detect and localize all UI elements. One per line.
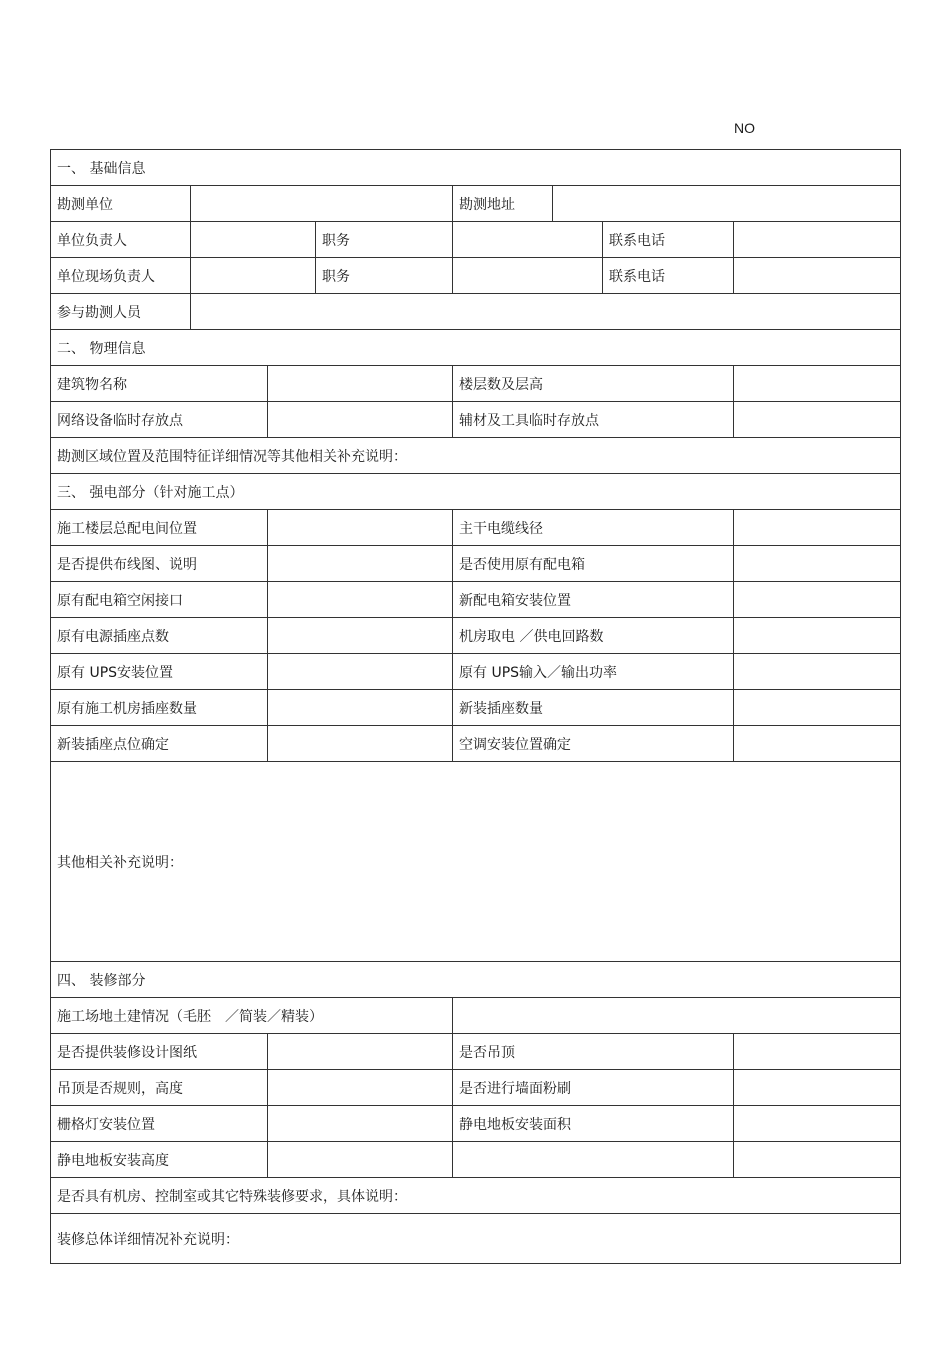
- label-site-leader: 单位现场负责人: [51, 258, 191, 294]
- decoration-row-field-right[interactable]: [734, 1142, 901, 1178]
- section-title-physical: 二、 物理信息: [51, 330, 901, 366]
- label-site-condition: 施工场地土建情况（毛胚 ／简装／精装）: [51, 998, 453, 1034]
- decoration-row-label-right: [453, 1142, 734, 1178]
- decoration-row-field-left[interactable]: [268, 1142, 453, 1178]
- power-row-field-right[interactable]: [734, 654, 901, 690]
- label-building-name: 建筑物名称: [51, 366, 268, 402]
- power-row-label-left: 是否提供布线图、说明: [51, 546, 268, 582]
- field-survey-unit[interactable]: [191, 186, 453, 222]
- power-row-label-right: 机房取电 ／供电回路数: [453, 618, 734, 654]
- power-row-field-right[interactable]: [734, 690, 901, 726]
- label-site-position: 职务: [316, 258, 453, 294]
- field-site-position[interactable]: [453, 258, 603, 294]
- decoration-row-field-right[interactable]: [734, 1106, 901, 1142]
- field-building-name[interactable]: [268, 366, 453, 402]
- power-row-field-left[interactable]: [268, 726, 453, 762]
- label-site-contact-phone: 联系电话: [603, 258, 734, 294]
- field-survey-address[interactable]: [553, 186, 901, 222]
- field-unit-leader[interactable]: [191, 222, 316, 258]
- field-network-storage[interactable]: [268, 402, 453, 438]
- section-title-basic: 一、 基础信息: [51, 150, 901, 186]
- physical-notes[interactable]: 勘测区域位置及范围特征详细情况等其他相关补充说明：: [51, 438, 901, 474]
- power-row-field-right[interactable]: [734, 546, 901, 582]
- decoration-row-label-left: 是否提供装修设计图纸: [51, 1034, 268, 1070]
- label-tools-storage: 辅材及工具临时存放点: [453, 402, 734, 438]
- power-row-label-right: 空调安装位置确定: [453, 726, 734, 762]
- decoration-row-label-left: 吊顶是否规则，高度: [51, 1070, 268, 1106]
- label-position: 职务: [316, 222, 453, 258]
- power-row-label-left: 原有施工机房插座数量: [51, 690, 268, 726]
- power-row-label-left: 原有 UPS安装位置: [51, 654, 268, 690]
- field-position[interactable]: [453, 222, 603, 258]
- power-row-label-left: 新装插座点位确定: [51, 726, 268, 762]
- power-row-field-left[interactable]: [268, 690, 453, 726]
- field-site-leader[interactable]: [191, 258, 316, 294]
- label-participants: 参与勘测人员: [51, 294, 191, 330]
- power-row-field-right[interactable]: [734, 618, 901, 654]
- power-row-field-left[interactable]: [268, 510, 453, 546]
- section-title-power: 三、 强电部分（针对施工点）: [51, 474, 901, 510]
- survey-form-table: [50, 149, 901, 1264]
- power-row-field-left[interactable]: [268, 582, 453, 618]
- label-contact-phone: 联系电话: [603, 222, 734, 258]
- power-row-label-left: 原有配电箱空闲接口: [51, 582, 268, 618]
- field-floors[interactable]: [734, 366, 901, 402]
- label-survey-unit: 勘测单位: [51, 186, 191, 222]
- decoration-row-label-right: 是否吊顶: [453, 1034, 734, 1070]
- overall-notes[interactable]: 装修总体详细情况补充说明：: [51, 1214, 901, 1264]
- power-row-label-right: 新装插座数量: [453, 690, 734, 726]
- decoration-row-field-left[interactable]: [268, 1070, 453, 1106]
- power-row-field-right[interactable]: [734, 726, 901, 762]
- decoration-row-label-left: 静电地板安装高度: [51, 1142, 268, 1178]
- power-row-label-right: 主干电缆线径: [453, 510, 734, 546]
- power-row-field-left[interactable]: [268, 654, 453, 690]
- label-floors: 楼层数及层高: [453, 366, 734, 402]
- label-survey-address: 勘测地址: [453, 186, 553, 222]
- field-participants[interactable]: [191, 294, 901, 330]
- power-row-label-right: 是否使用原有配电箱: [453, 546, 734, 582]
- power-row-label-right: 原有 UPS输入／输出功率: [453, 654, 734, 690]
- power-row-label-right: 新配电箱安装位置: [453, 582, 734, 618]
- section-title-decoration: 四、 装修部分: [51, 962, 901, 998]
- decoration-row-field-left[interactable]: [268, 1106, 453, 1142]
- document-number-label: NO: [734, 120, 755, 136]
- power-row-field-left[interactable]: [268, 618, 453, 654]
- decoration-row-label-left: 栅格灯安装位置: [51, 1106, 268, 1142]
- field-site-condition[interactable]: [453, 998, 901, 1034]
- field-site-contact-phone[interactable]: [734, 258, 901, 294]
- label-network-storage: 网络设备临时存放点: [51, 402, 268, 438]
- field-tools-storage[interactable]: [734, 402, 901, 438]
- power-row-field-left[interactable]: [268, 546, 453, 582]
- special-requirements[interactable]: 是否具有机房、控制室或其它特殊装修要求，具体说明：: [51, 1178, 901, 1214]
- decoration-row-field-left[interactable]: [268, 1034, 453, 1070]
- decoration-row-field-right[interactable]: [734, 1034, 901, 1070]
- label-unit-leader: 单位负责人: [51, 222, 191, 258]
- decoration-row-label-right: 是否进行墙面粉刷: [453, 1070, 734, 1106]
- power-row-field-right[interactable]: [734, 582, 901, 618]
- field-contact-phone[interactable]: [734, 222, 901, 258]
- decoration-row-label-right: 静电地板安装面积: [453, 1106, 734, 1142]
- power-row-label-left: 原有电源插座点数: [51, 618, 268, 654]
- power-notes[interactable]: 其他相关补充说明：: [51, 762, 901, 962]
- decoration-row-field-right[interactable]: [734, 1070, 901, 1106]
- power-row-label-left: 施工楼层总配电间位置: [51, 510, 268, 546]
- power-row-field-right[interactable]: [734, 510, 901, 546]
